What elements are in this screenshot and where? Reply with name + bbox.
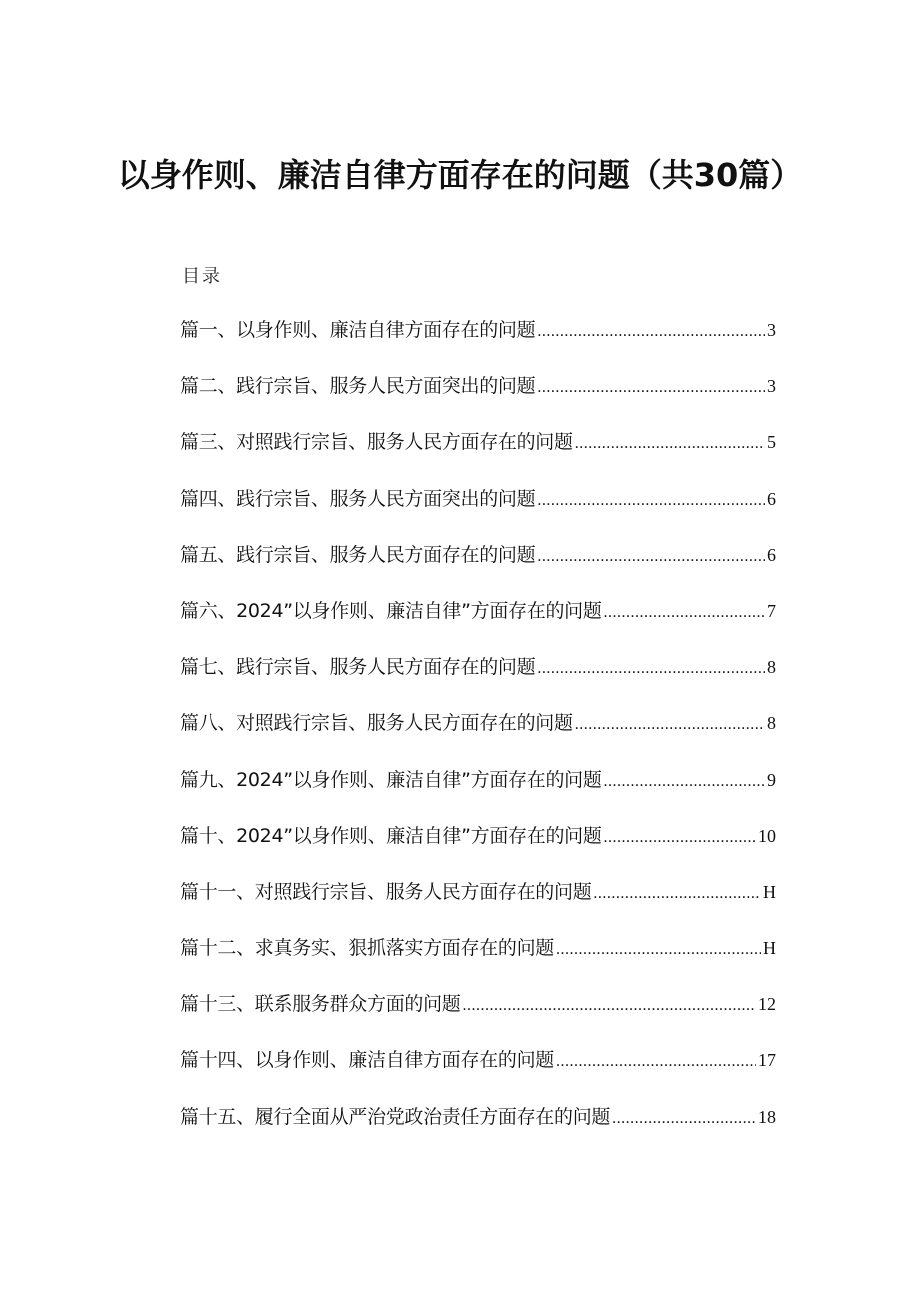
toc-entry-page-number: 17 — [758, 1050, 776, 1071]
toc-entry[interactable] — [180, 316, 776, 372]
toc-dot-leader — [575, 430, 765, 458]
toc-dot-leader — [537, 655, 765, 683]
toc-entry-title: 篇九、2024”以身作则、廉洁自律”方面存在的问题 — [180, 768, 602, 791]
toc-entry-title: 篇十二、求真务实、狠抓落实方面存在的问题 — [180, 937, 555, 960]
toc-heading: 目录 — [182, 266, 222, 287]
toc-dot-leader — [604, 768, 765, 796]
toc-entry[interactable] — [180, 766, 776, 822]
toc-entry-title: 篇二、践行宗旨、服务人民方面突出的问题 — [180, 375, 536, 398]
toc-dot-leader — [575, 711, 765, 739]
toc-entry-page-number: 7 — [767, 600, 776, 621]
toc-entry[interactable] — [180, 1103, 776, 1159]
toc-entry[interactable] — [180, 597, 776, 653]
toc-entry-title: 篇十五、履行全面从严治党政治责任方面存在的问题 — [180, 1105, 611, 1128]
toc-dot-leader — [537, 374, 765, 402]
toc-entry[interactable] — [180, 1046, 776, 1102]
table-of-contents — [180, 316, 776, 1159]
toc-entry-page-number: 18 — [758, 1106, 776, 1127]
toc-dot-leader — [463, 992, 756, 1020]
toc-entry-page-number: 6 — [767, 488, 776, 509]
toc-dot-leader — [556, 1048, 756, 1076]
toc-entry-title: 篇十一、对照践行宗旨、服务人民方面存在的问题 — [180, 880, 592, 903]
toc-entry-page-number: H — [763, 938, 776, 959]
toc-entry-title: 篇十四、以身作则、廉洁自律方面存在的问题 — [180, 1049, 555, 1072]
toc-entry-page-number: 3 — [767, 320, 776, 340]
toc-entry-title: 篇八、对照践行宗旨、服务人民方面存在的问题 — [180, 712, 573, 735]
toc-entry-page-number: 3 — [767, 376, 776, 397]
page-title: 以身作则、廉洁自律方面存在的问题（共30篇） — [117, 156, 803, 195]
toc-entry-title: 篇七、践行宗旨、服务人民方面存在的问题 — [180, 656, 536, 679]
toc-entry-page-number: 6 — [767, 544, 776, 565]
toc-entry-title: 篇三、对照践行宗旨、服务人民方面存在的问题 — [180, 431, 573, 454]
toc-entry-page-number: 8 — [767, 657, 776, 678]
toc-dot-leader — [537, 487, 765, 515]
toc-entry-title: 篇六、2024”以身作则、廉洁自律”方面存在的问题 — [180, 599, 602, 622]
toc-dot-leader — [604, 824, 756, 852]
toc-entry[interactable] — [180, 372, 776, 428]
toc-entry-page-number: 9 — [767, 769, 776, 790]
toc-entry-page-number: 8 — [767, 713, 776, 734]
toc-entry-page-number: 12 — [758, 994, 776, 1015]
toc-entry[interactable] — [180, 428, 776, 484]
toc-entry-page-number: 10 — [758, 825, 776, 846]
toc-dot-leader — [556, 936, 761, 964]
toc-dot-leader — [604, 599, 765, 627]
toc-entry[interactable] — [180, 485, 776, 541]
toc-entry[interactable] — [180, 709, 776, 765]
toc-entry-page-number: 5 — [767, 432, 776, 453]
toc-dot-leader — [537, 318, 765, 346]
toc-entry[interactable] — [180, 541, 776, 597]
toc-entry[interactable] — [180, 653, 776, 709]
toc-dot-leader — [537, 543, 765, 571]
toc-entry[interactable] — [180, 878, 776, 934]
toc-entry[interactable] — [180, 822, 776, 878]
toc-entry-title: 篇五、践行宗旨、服务人民方面存在的问题 — [180, 543, 536, 566]
toc-entry-title: 篇一、以身作则、廉洁自律方面存在的问题 — [180, 319, 536, 341]
toc-entry-title: 篇四、践行宗旨、服务人民方面突出的问题 — [180, 487, 536, 510]
toc-entry-page-number: H — [763, 881, 776, 902]
toc-entry[interactable] — [180, 990, 776, 1046]
toc-entry-title: 篇十三、联系服务群众方面的问题 — [180, 993, 461, 1016]
toc-entry-title: 篇十、2024”以身作则、廉洁自律”方面存在的问题 — [180, 824, 602, 847]
toc-dot-leader — [612, 1105, 756, 1133]
toc-dot-leader — [593, 880, 761, 908]
toc-entry[interactable] — [180, 934, 776, 990]
